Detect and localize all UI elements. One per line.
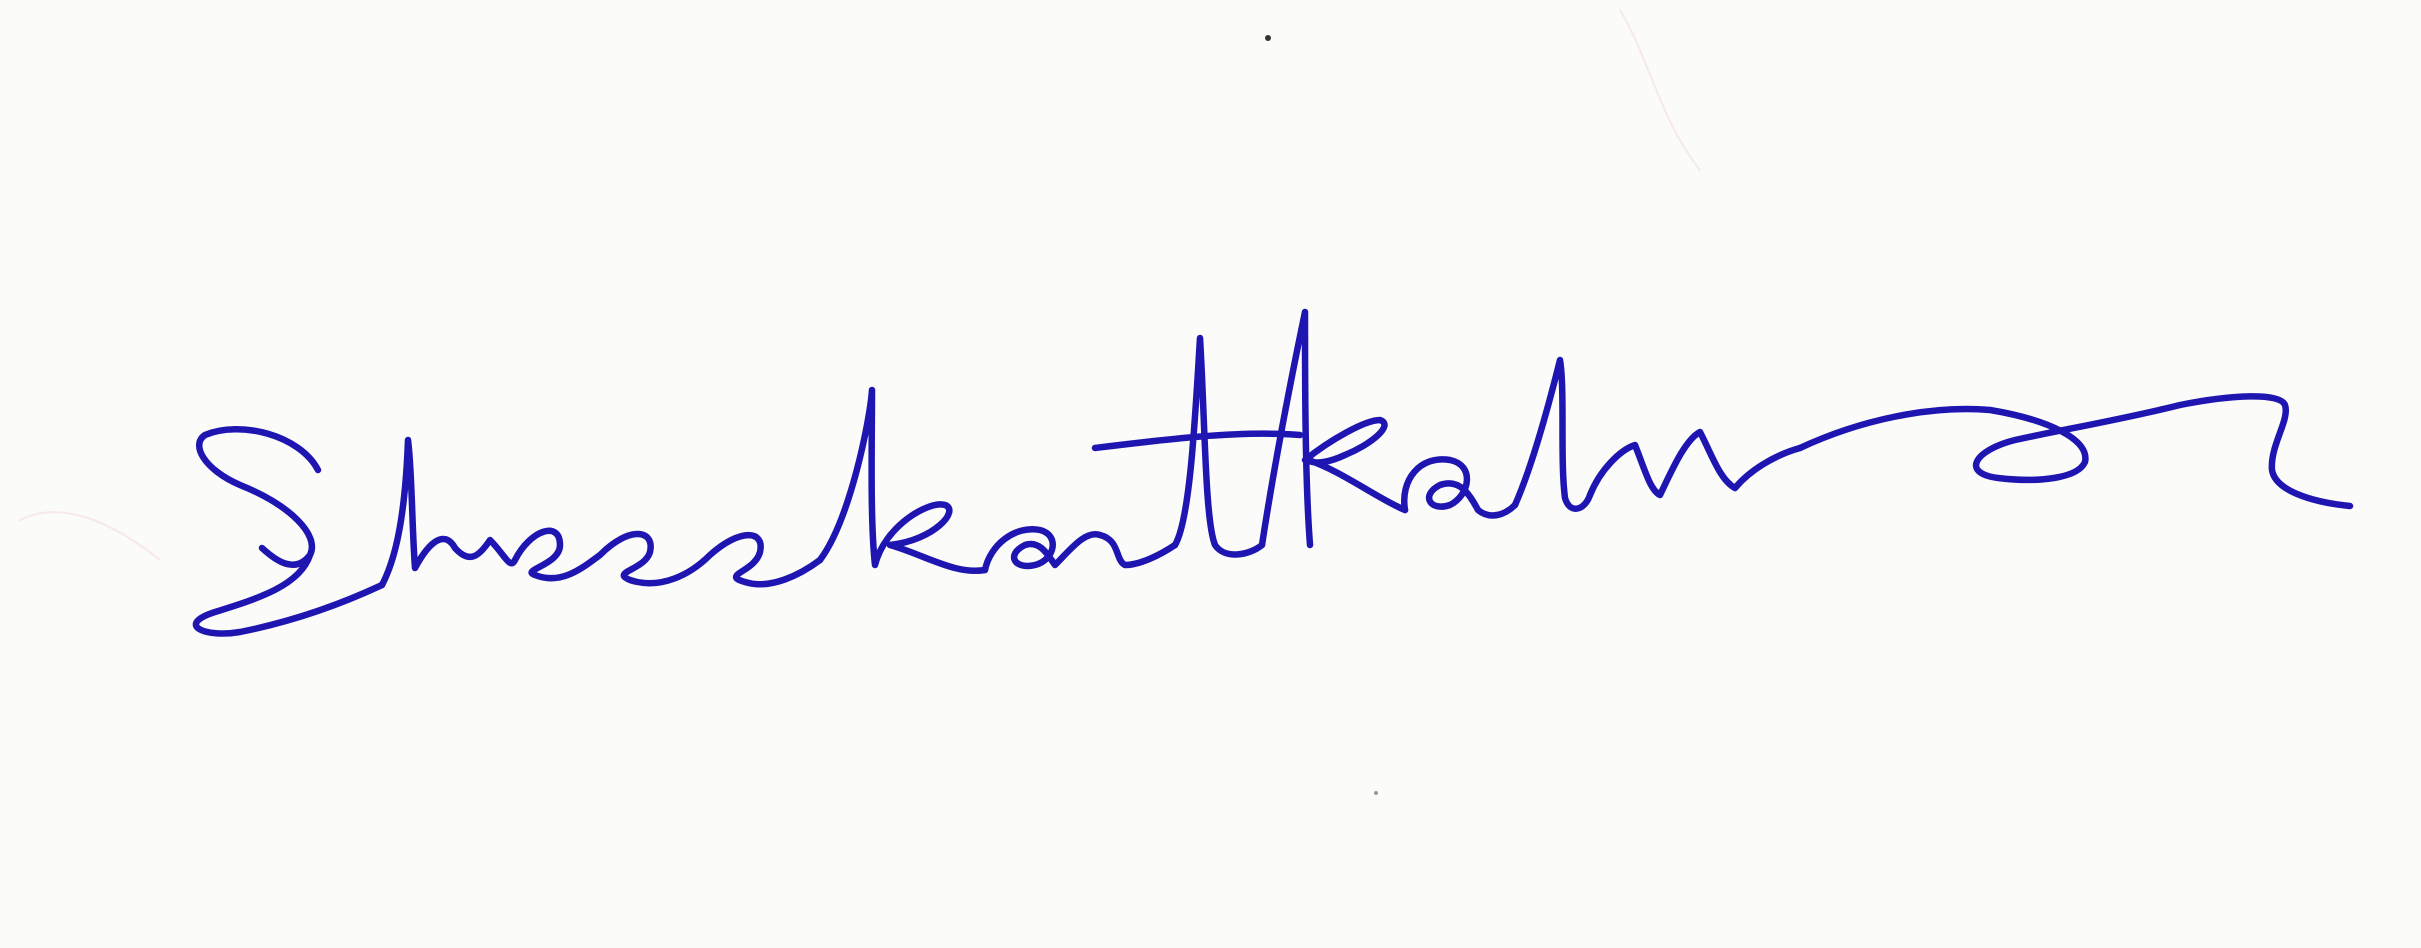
smudge-left — [20, 512, 160, 560]
stroke-t — [1095, 338, 1300, 554]
stroke-capital-k — [1262, 312, 1405, 545]
paper-smudges — [20, 10, 1700, 795]
stroke-a-final — [1800, 396, 2350, 506]
stroke-a — [1404, 459, 1515, 515]
signature-ink — [196, 312, 2350, 634]
stroke-w — [1590, 432, 1800, 495]
stroke-l — [1515, 360, 1590, 509]
stroke-s — [196, 429, 382, 633]
stroke-hree — [382, 440, 820, 585]
stroke-k — [820, 390, 985, 571]
stroke-an — [985, 529, 1175, 570]
smudge-top-right — [1620, 10, 1700, 170]
dust-speck — [1374, 791, 1378, 795]
dust-speck — [1265, 35, 1271, 41]
